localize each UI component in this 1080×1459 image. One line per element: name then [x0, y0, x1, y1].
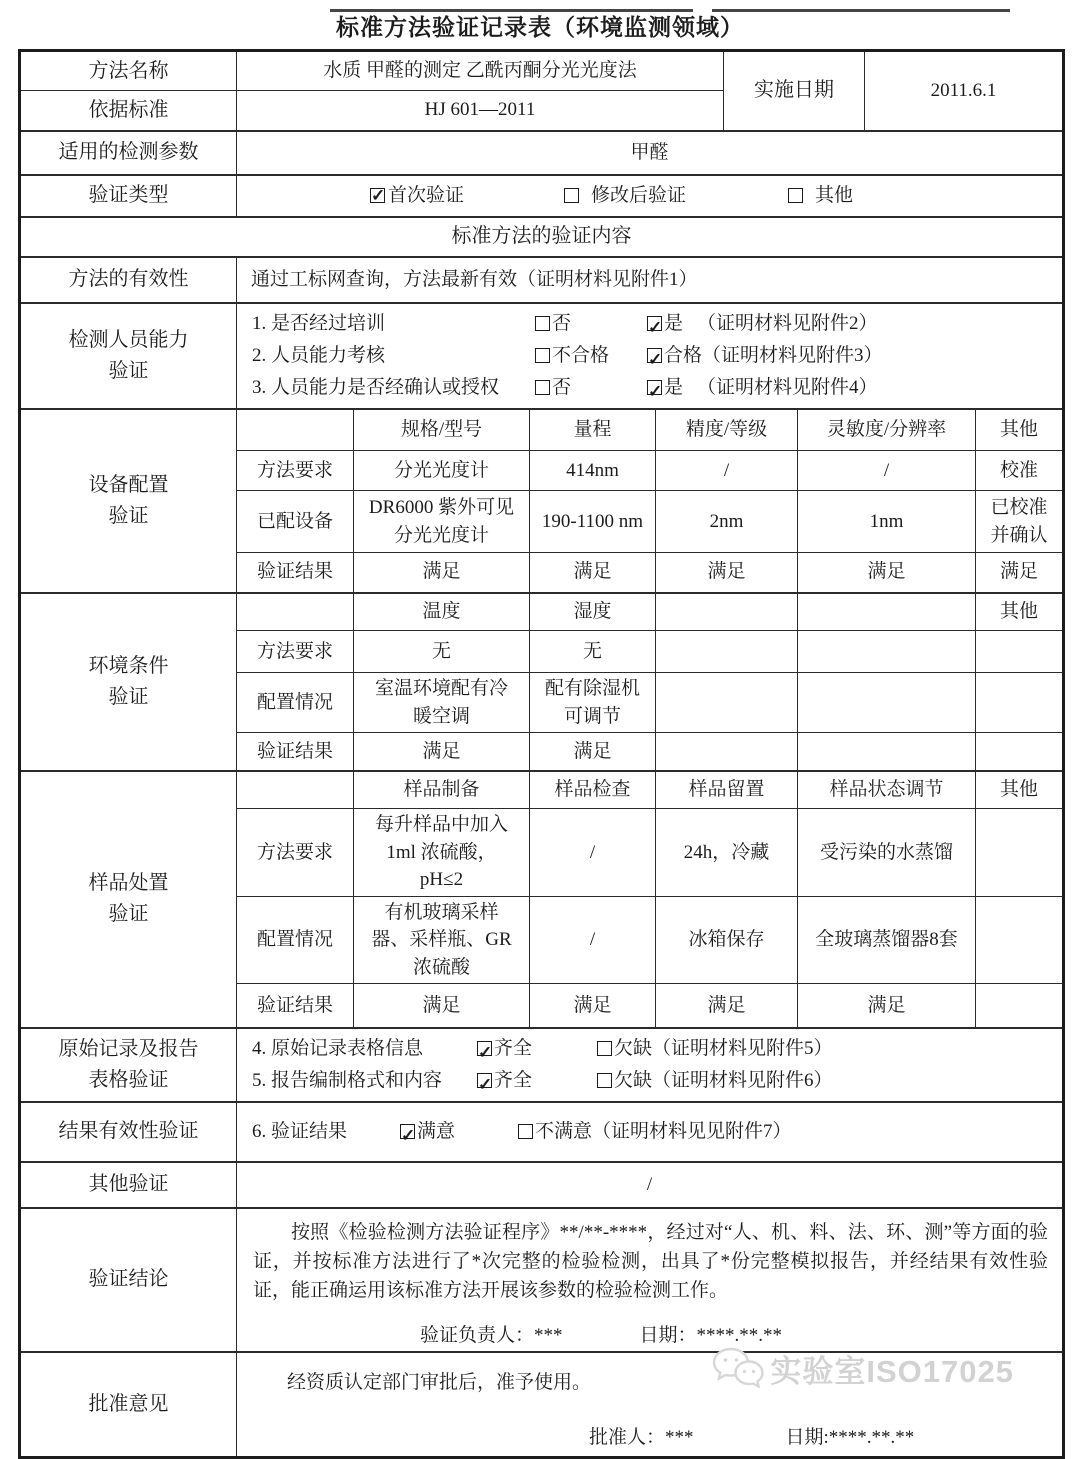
- checkbox-checked-icon: [477, 1073, 492, 1088]
- empty-cell: [656, 631, 798, 673]
- results-section-label: 结果有效性验证: [20, 1102, 237, 1162]
- impl-date-value: 2011.6.1: [865, 51, 1064, 131]
- empty-cell: [976, 896, 1064, 984]
- option-unsatisfied: [518, 1116, 592, 1148]
- type-option-other: [788, 182, 853, 210]
- personnel-item: [252, 372, 1062, 404]
- approval-signature-row: [237, 1424, 1062, 1452]
- cell: 全玻璃蒸馏器8套: [798, 896, 976, 984]
- evidence-note: （证明材料见附件2）: [697, 312, 878, 334]
- standard-value: HJ 601—2011: [237, 91, 724, 131]
- method-name-label: 方法名称: [20, 51, 237, 91]
- empty-cell: [976, 631, 1064, 673]
- type-option-label: 修改后验证: [591, 184, 687, 206]
- cell: 有机玻璃采样器、采样瓶、GR浓硫酸: [354, 896, 530, 984]
- cell: 室温环境配有冷暖空调: [354, 673, 530, 733]
- label-line: 表格验证: [88, 1068, 169, 1091]
- empty-cell: [976, 984, 1064, 1028]
- conclusion-signature-row: [237, 1322, 1062, 1350]
- environment-col-header: 其他: [976, 593, 1064, 631]
- cell: 满足: [354, 733, 530, 771]
- sample-col-header: 样品状态调节: [798, 771, 976, 809]
- row-name: 配置情况: [237, 896, 354, 984]
- option-label: 是: [664, 376, 684, 398]
- option-label: 欠缺: [614, 1069, 653, 1091]
- equipment-col-header: 规格/型号: [354, 409, 530, 451]
- empty-cell: [976, 809, 1064, 897]
- equipment-col-header: 其他: [976, 409, 1064, 451]
- cell: 已校准并确认: [976, 491, 1064, 553]
- cell: /: [530, 809, 656, 897]
- empty-cell: [976, 673, 1064, 733]
- checkbox-checked-icon: [647, 380, 662, 395]
- evidence-note: （证明材料见见附件7）: [592, 1120, 792, 1142]
- cell: 满足: [798, 553, 976, 593]
- checkbox-checked-icon: [647, 316, 662, 331]
- method-name-value: 水质 甲醛的测定 乙酰丙酮分光光度法: [237, 51, 724, 91]
- cell: 满足: [354, 984, 530, 1028]
- evidence-note: （证明材料见附件4）: [697, 376, 878, 398]
- row-name: 配置情况: [237, 673, 354, 733]
- scan-edge-artifact: [712, 9, 1010, 12]
- option-no: [535, 308, 647, 340]
- checkbox-checked-icon: [400, 1124, 415, 1139]
- cell: 无: [530, 631, 656, 673]
- checkbox-checked-icon: [477, 1041, 492, 1056]
- personnel-item: [252, 308, 1062, 340]
- cell: 满足: [530, 984, 656, 1028]
- verification-date: 日期：****.**.**: [639, 1324, 783, 1346]
- approver-signature: 批准人：***: [589, 1427, 694, 1449]
- cell: 满足: [354, 553, 530, 593]
- conclusion-content: [237, 1208, 1064, 1352]
- verification-type-options: [237, 175, 1064, 217]
- scan-edge-artifact: [330, 9, 693, 12]
- verification-type-label: 验证类型: [20, 175, 237, 217]
- option-label: 是: [664, 312, 684, 334]
- label-line: 验证: [108, 903, 149, 926]
- cell: /: [530, 896, 656, 984]
- parameter-value: 甲醛: [237, 131, 1064, 175]
- option-complete: [477, 1065, 597, 1097]
- option-label: 否: [552, 376, 572, 398]
- page-title: 标准方法验证记录表（环境监测领域）: [336, 15, 744, 40]
- cell: /: [656, 451, 798, 491]
- question: 5. 报告编制格式和内容: [252, 1069, 443, 1091]
- approval-date: 日期:****.**.**: [785, 1427, 915, 1449]
- checkbox-unchecked-icon: [535, 348, 550, 363]
- option-label: 欠缺: [614, 1037, 653, 1059]
- conclusion-paragraph: 按照《检验检测方法验证程序》**/**-****，经过对“人、机、料、法、环、测”等方面的验证，并按标准方法进行了*次完整的检验检测，出具了*份完整模拟报告，并经结果有效性验证，能正确运用该标准方法开展该参数的检验检测工作。: [253, 1221, 1049, 1301]
- checkbox-unchecked-icon: [788, 188, 803, 203]
- question: 3. 人员能力是否经确认或授权: [252, 376, 500, 398]
- sample-col-header: 样品检查: [530, 771, 656, 809]
- cell: 配有除湿机可调节: [530, 673, 656, 733]
- evidence-note: （证明材料见附件6）: [652, 1069, 833, 1091]
- row-name: 方法要求: [237, 451, 354, 491]
- cell: 满足: [976, 553, 1064, 593]
- approval-content: [237, 1352, 1064, 1458]
- cell: 校准: [976, 451, 1064, 491]
- empty-cell: [798, 593, 976, 631]
- checkbox-unchecked-icon: [597, 1073, 612, 1088]
- empty-cell: [237, 593, 354, 631]
- sample-col-header: 样品制备: [354, 771, 530, 809]
- checkbox-checked-icon: [370, 188, 385, 203]
- cell: 无: [354, 631, 530, 673]
- row-name: 验证结果: [237, 733, 354, 771]
- empty-cell: [656, 593, 798, 631]
- watermark-text: 实验室ISO17025: [770, 1354, 1014, 1389]
- other-section-label: 其他验证: [20, 1162, 237, 1208]
- checkbox-unchecked-icon: [597, 1041, 612, 1056]
- label-line: 验证: [108, 359, 149, 382]
- question: 6. 验证结果: [252, 1120, 348, 1142]
- empty-cell: [237, 771, 354, 809]
- type-option-label: 首次验证: [388, 184, 465, 206]
- cell: 满足: [530, 553, 656, 593]
- label-line: 检测人员能力: [68, 328, 189, 351]
- empty-cell: [656, 733, 798, 771]
- cell: 24h，冷藏: [656, 809, 798, 897]
- option-no: [535, 340, 647, 372]
- records-item: [252, 1033, 1062, 1065]
- environment-section-label: [20, 593, 237, 771]
- evidence-note: （证明材料见附件5）: [652, 1037, 833, 1059]
- empty-cell: [237, 409, 354, 451]
- empty-cell: [798, 631, 976, 673]
- sample-section-label: [20, 771, 237, 1028]
- option-no: [535, 372, 647, 404]
- cell: 满足: [656, 553, 798, 593]
- sample-col-header: 其他: [976, 771, 1064, 809]
- evidence-note: （证明材料见附件3）: [702, 344, 883, 366]
- cell: 2nm: [656, 491, 798, 553]
- verification-form-table: [18, 49, 1065, 1459]
- option-missing: [597, 1033, 652, 1065]
- label-line: 验证: [108, 504, 149, 527]
- results-content: [237, 1102, 1064, 1162]
- cell: 190-1100 nm: [530, 491, 656, 553]
- equipment-col-header: 精度/等级: [656, 409, 798, 451]
- cell: 满足: [656, 984, 798, 1028]
- option-complete: [477, 1033, 597, 1065]
- cell: 1nm: [798, 491, 976, 553]
- environment-col-header: 湿度: [530, 593, 656, 631]
- option-satisfied: [400, 1116, 518, 1148]
- option-label: 齐全: [494, 1037, 533, 1059]
- cell: 冰箱保存: [656, 896, 798, 984]
- empty-cell: [656, 673, 798, 733]
- sample-col-header: 样品留置: [656, 771, 798, 809]
- option-yes: [647, 308, 683, 340]
- question: 1. 是否经过培训: [252, 312, 386, 334]
- option-label: 齐全: [494, 1069, 533, 1091]
- checkbox-unchecked-icon: [535, 380, 550, 395]
- checkbox-unchecked-icon: [564, 188, 579, 203]
- label-line: 原始记录及报告: [58, 1037, 199, 1060]
- records-section-label: [20, 1028, 237, 1102]
- records-content: [237, 1028, 1064, 1102]
- empty-cell: [798, 673, 976, 733]
- parameter-label: 适用的检测参数: [20, 131, 237, 175]
- row-name: 方法要求: [237, 631, 354, 673]
- label-line: 样品处置: [88, 872, 169, 895]
- type-option-label: 其他: [815, 184, 854, 206]
- row-name: 方法要求: [237, 809, 354, 897]
- label-line: 验证: [108, 685, 149, 708]
- option-label: 合格: [664, 344, 703, 366]
- checkbox-unchecked-icon: [535, 316, 550, 331]
- cell: DR6000 紫外可见分光光度计: [354, 491, 530, 553]
- personnel-section-label: [20, 303, 237, 409]
- impl-date-label: 实施日期: [724, 51, 865, 131]
- personnel-item: [252, 340, 1062, 372]
- checkbox-checked-icon: [647, 348, 662, 363]
- cell: 414nm: [530, 451, 656, 491]
- checkbox-unchecked-icon: [518, 1124, 533, 1139]
- question: 2. 人员能力考核: [252, 344, 386, 366]
- type-option-first: [370, 182, 464, 210]
- option-missing: [597, 1065, 652, 1097]
- equipment-col-header: 量程: [530, 409, 656, 451]
- validity-content: 通过工标网查询，方法最新有效（证明材料见附件1）: [237, 257, 1064, 303]
- option-label: 不合格: [552, 344, 610, 366]
- option-label: 否: [552, 312, 572, 334]
- personnel-content: [237, 303, 1064, 409]
- type-option-modified: [564, 182, 686, 210]
- cell: 满足: [798, 984, 976, 1028]
- question: 4. 原始记录表格信息: [252, 1037, 424, 1059]
- standard-label: 依据标准: [20, 91, 237, 131]
- label-line: 设备配置: [88, 473, 169, 496]
- empty-cell: [798, 733, 976, 771]
- verifier-signature: 验证负责人：***: [420, 1324, 563, 1346]
- option-label: 满意: [417, 1120, 456, 1142]
- section-header: 标准方法的验证内容: [20, 217, 1064, 257]
- empty-cell: [976, 733, 1064, 771]
- cell: 满足: [530, 733, 656, 771]
- cell: 分光光度计: [354, 451, 530, 491]
- records-item: [252, 1065, 1062, 1097]
- validity-label: 方法的有效性: [20, 257, 237, 303]
- cell: 每升样品中加入1ml 浓硫酸，pH≤2: [354, 809, 530, 897]
- option-yes: [647, 372, 683, 404]
- environment-col-header: 温度: [354, 593, 530, 631]
- row-name: 验证结果: [237, 553, 354, 593]
- results-item: [252, 1116, 1062, 1148]
- cell: 受污染的水蒸馏: [798, 809, 976, 897]
- equipment-col-header: 灵敏度/分辨率: [798, 409, 976, 451]
- row-name: 验证结果: [237, 984, 354, 1028]
- approval-statement: 经资质认定部门审批后，准予使用。: [287, 1371, 592, 1393]
- option-yes: [647, 340, 702, 372]
- cell: /: [798, 451, 976, 491]
- equipment-section-label: [20, 409, 237, 593]
- approval-section-label: 批准意见: [20, 1352, 237, 1458]
- conclusion-section-label: 验证结论: [20, 1208, 237, 1352]
- row-name: 已配设备: [237, 491, 354, 553]
- label-line: 环境条件: [88, 654, 169, 677]
- option-label: 不满意: [535, 1120, 593, 1142]
- other-content: /: [237, 1162, 1064, 1208]
